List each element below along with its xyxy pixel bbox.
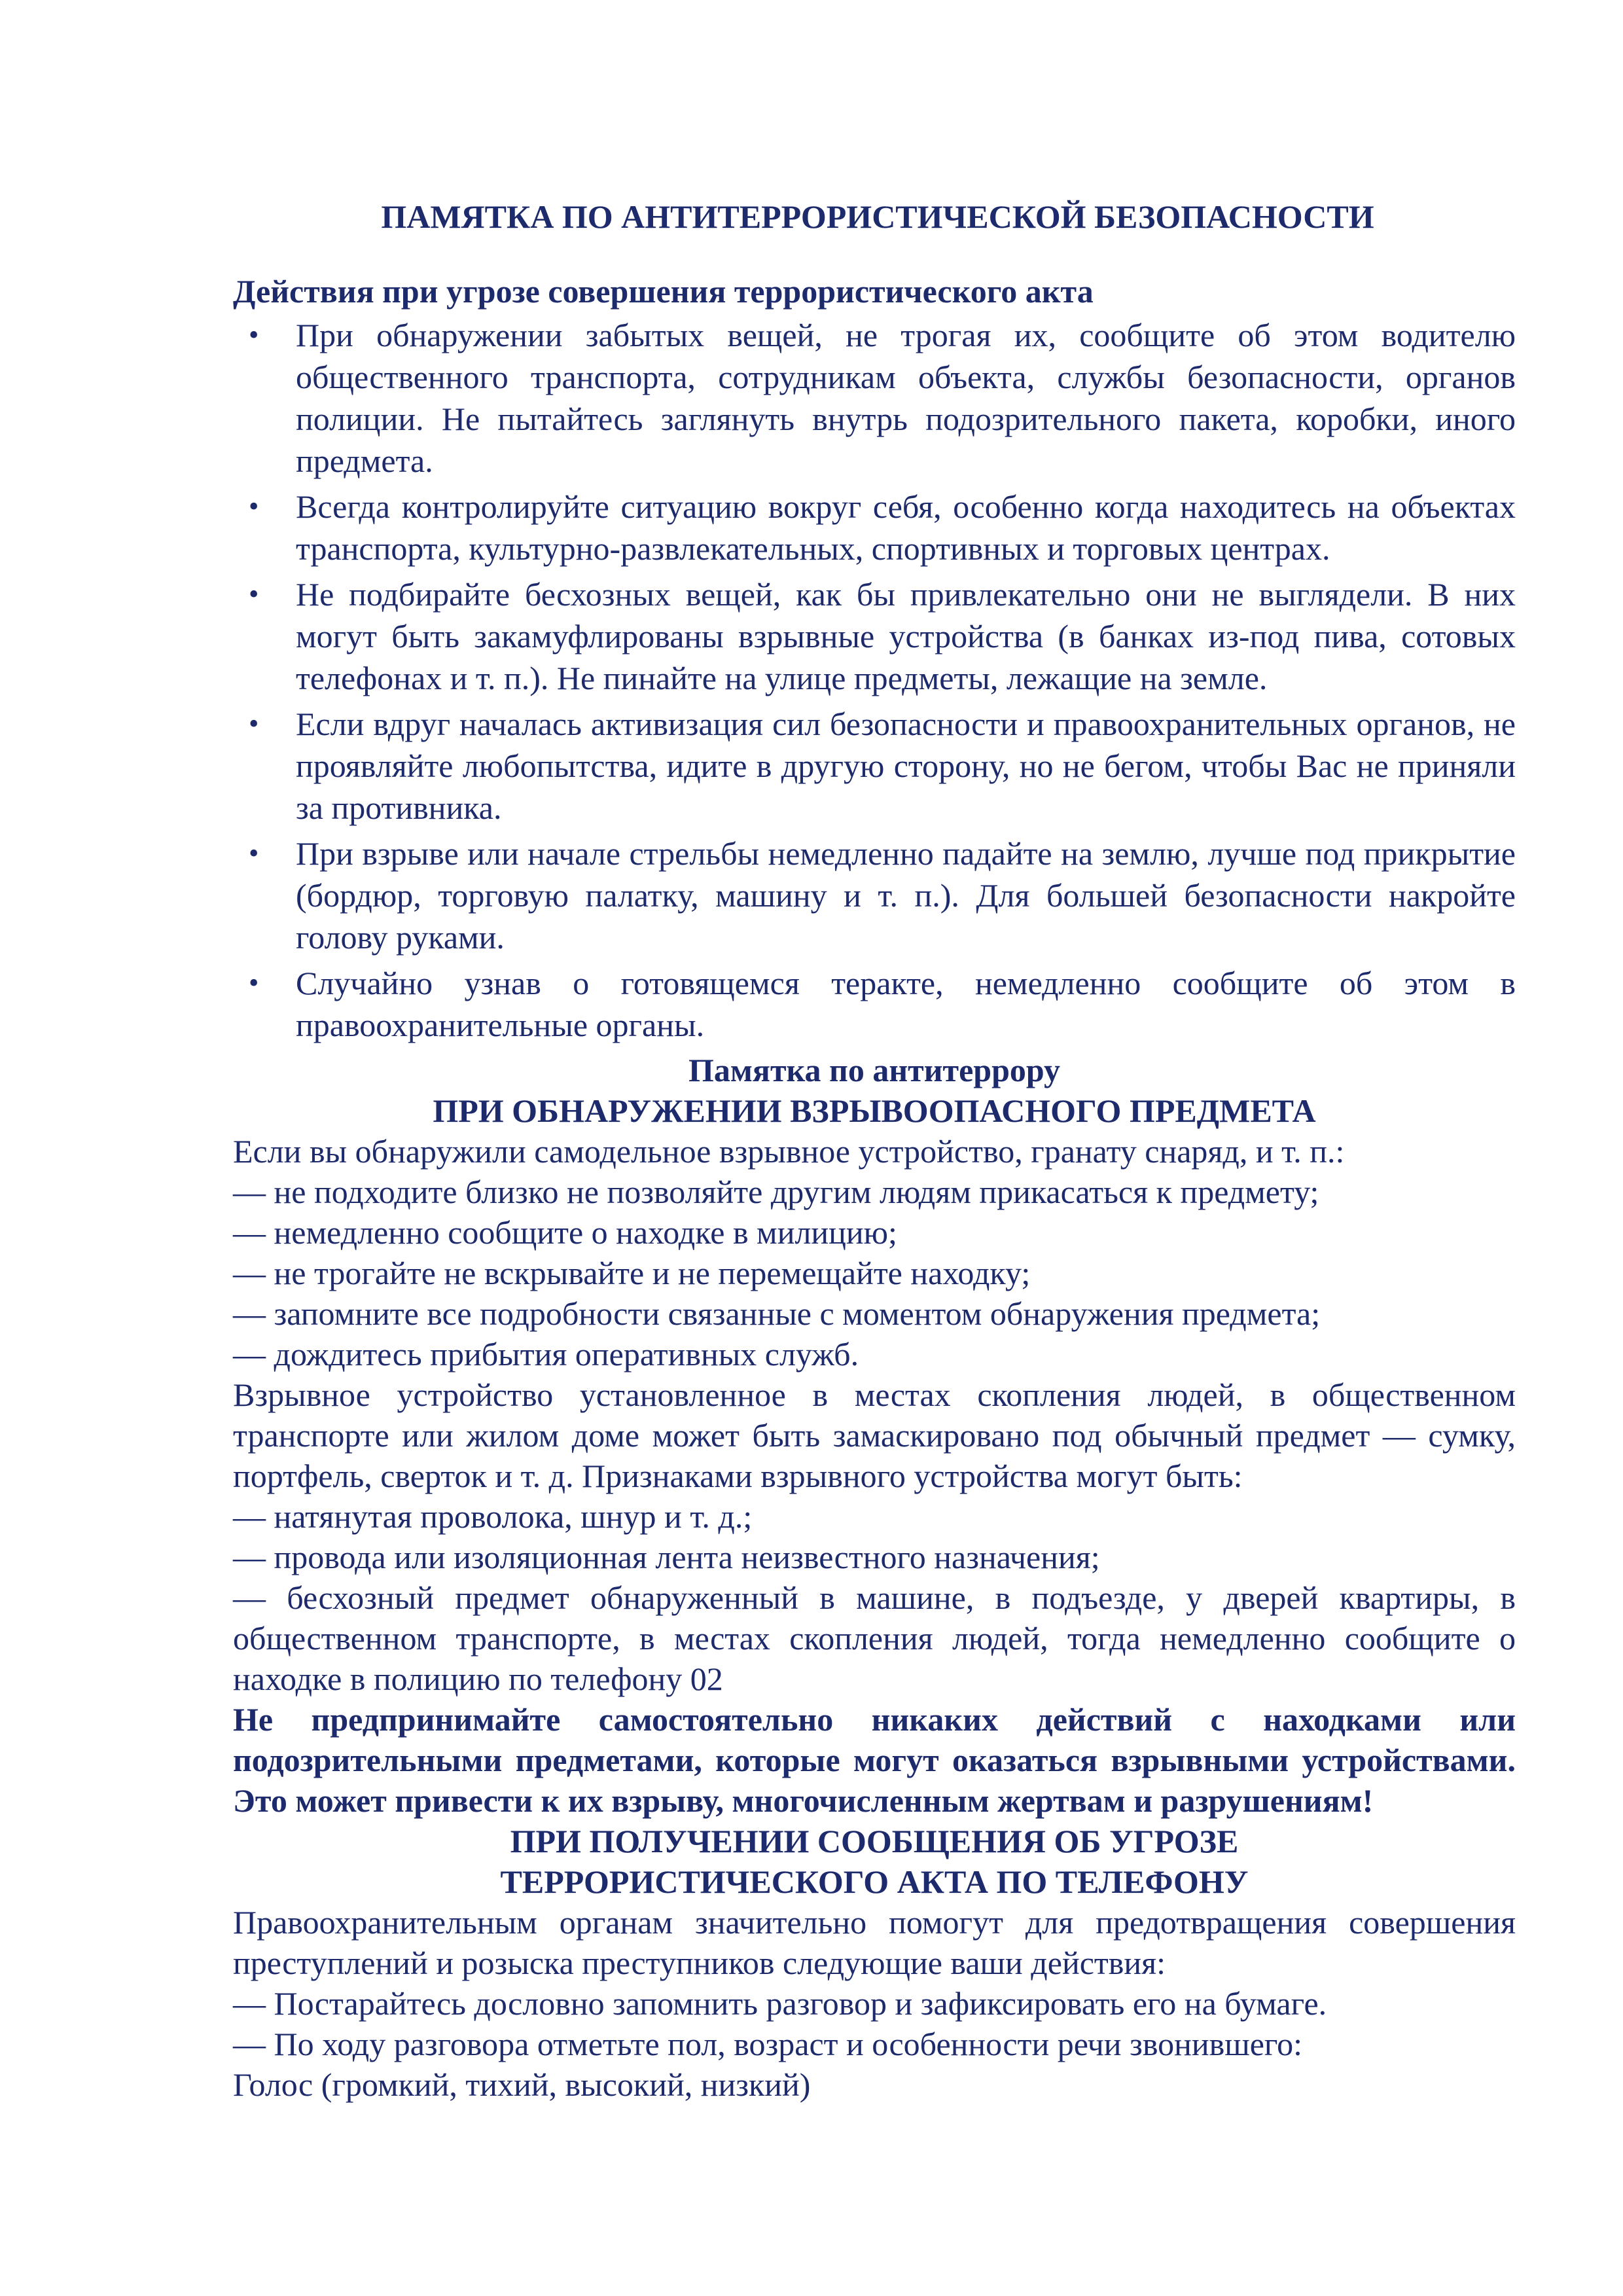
- section-explosive-subtitle: Памятка по антитеррору: [688, 1052, 1061, 1088]
- section-phone-title-line2: ТЕРРОРИСТИЧЕСКОГО АКТА ПО ТЕЛЕФОНУ: [500, 1863, 1249, 1900]
- bullet-icon: •: [249, 319, 259, 351]
- list-item: • Всегда контролируйте ситуацию вокруг себя, особенно когда находитесь на объектах транспорта, культурно-развлекательных, спортивных и торговых центрах.: [233, 486, 1516, 569]
- bullet-icon: •: [249, 837, 259, 869]
- list-item: • Если вдруг началась активизация сил безопасности и правоохранительных органов, не проявляйте любопытства, идите в другую сторону, но не бегом, чтобы Вас не приняли за противника.: [233, 703, 1516, 829]
- list-item: • При обнаружении забытых вещей, не трогая их, сообщите об этом водителю общественного транспорта, сотрудникам объекта, службы безопасности, органов полиции. Не пытайтесь заглянуть внутрь подозрительного пакета, коробки, иного предмета.: [233, 314, 1516, 482]
- phone-step: — По ходу разговора отметьте пол, возраст и особенности речи звонившего:: [233, 2026, 1303, 2062]
- explosive-step: — дождитесь прибытия оперативных служб.: [233, 1336, 859, 1372]
- explosive-step: — немедленно сообщите о находке в милицию;: [233, 1214, 897, 1251]
- document-title: ПАМЯТКА ПО АНТИТЕРРОРИСТИЧЕСКОЙ БЕЗОПАСНОСТИ: [381, 198, 1374, 235]
- explosive-sign: — провода или изоляционная лента неизвестного назначения;: [233, 1539, 1100, 1575]
- explosive-step: — не трогайте не вскрывайте и не перемещайте находку;: [233, 1255, 1031, 1291]
- bullet-icon: •: [249, 490, 259, 522]
- threat-actions-list: [233, 314, 1516, 1046]
- explosive-step: — запомните все подробности связанные с моментом обнаружения предмета;: [233, 1295, 1321, 1332]
- phone-intro: Правоохранительным органам значительно помогут для предотвращения совершения преступлений и розыска преступников следующие ваши действия:: [233, 1904, 1516, 1981]
- explosive-sign: — натянутая проволока, шнур и т. д.;: [233, 1498, 753, 1535]
- section-threat-title: Действия при угрозе совершения террористического акта: [233, 273, 1094, 310]
- explosive-step: — не подходите близко не позволяйте другим людям прикасаться к предмету;: [233, 1174, 1319, 1210]
- list-item: • Не подбирайте бесхозных вещей, как бы привлекательно они не выглядели. В них могут быть закамуфлированы взрывные устройства (в банках из-под пива, сотовых телефонах и т. п.). Не пинайте на улице предметы, лежащие на земле.: [233, 573, 1516, 699]
- bullet-icon: •: [249, 967, 259, 999]
- explosive-sign: — бесхозный предмет обнаруженный в машине, в подъезде, у дверей квартиры, в общественном транспорте, в местах скопления людей, тогда немедленно сообщите о находке в полицию по телефону 02: [233, 1579, 1516, 1697]
- explosive-intro: Если вы обнаружили самодельное взрывное устройство, гранату снаряд, и т. п.:: [233, 1133, 1345, 1170]
- phone-voice-line: Голос (громкий, тихий, высокий, низкий): [233, 2066, 811, 2103]
- explosive-description: Взрывное устройство установленное в местах скопления людей, в общественном транспорте или жилом доме может быть замаскировано под обычный предмет — сумку, портфель, сверток и т. д. Признаками взрывного устройства могут быть:: [233, 1376, 1516, 1494]
- explosive-warning: Не предпринимайте самостоятельно никаких действий с находками или подозрительными предметами, которые могут оказаться взрывными устройствами. Это может привести к их взрыву, многочисленным жертвам и разрушениям!: [233, 1701, 1516, 1819]
- document-body: [233, 196, 1516, 2105]
- list-item: • Случайно узнав о готовящемся теракте, немедленно сообщите об этом в правоохранительные органы.: [233, 962, 1516, 1046]
- section-explosive-title: ПРИ ОБНАРУЖЕНИИ ВЗРЫВООПАСНОГО ПРЕДМЕТА: [433, 1092, 1316, 1129]
- phone-step: — Постарайтесь дословно запомнить разговор и зафиксировать его на бумаге.: [233, 1985, 1327, 2022]
- bullet-icon: •: [249, 708, 259, 740]
- bullet-icon: •: [249, 578, 259, 610]
- section-phone-title-line1: ПРИ ПОЛУЧЕНИИ СООБЩЕНИЯ ОБ УГРОЗЕ: [510, 1823, 1239, 1859]
- list-item: • При взрыве или начале стрельбы немедленно падайте на землю, лучше под прикрытие (бордюр, торговую палатку, машину и т. п.). Для большей безопасности накройте голову руками.: [233, 833, 1516, 958]
